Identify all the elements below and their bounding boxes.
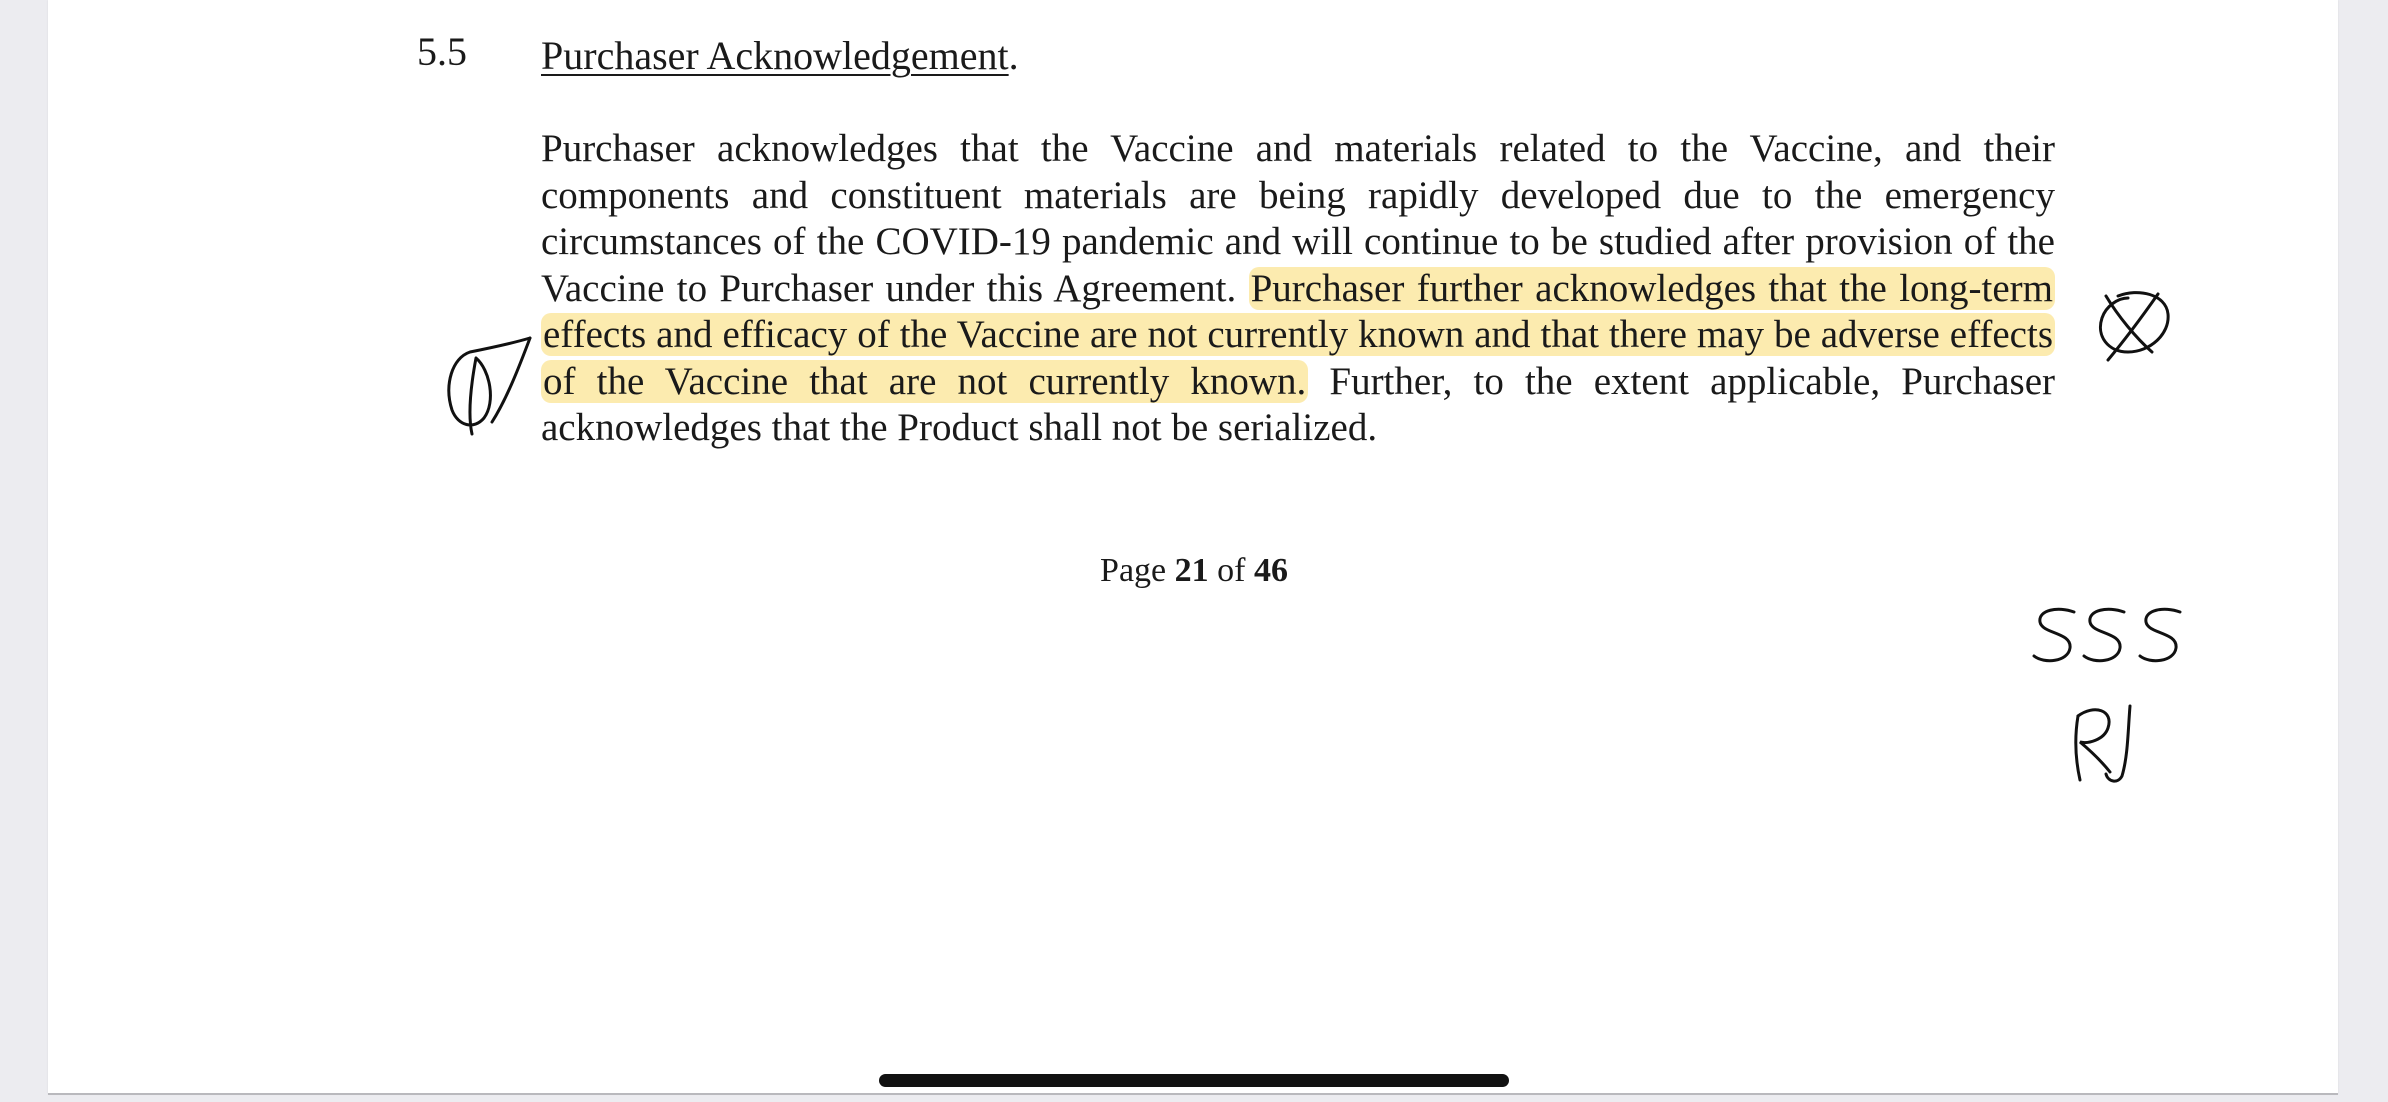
right-handwritten-initial bbox=[2088, 286, 2176, 366]
page-total: 46 bbox=[1253, 552, 1288, 589]
page-number-footer bbox=[0, 552, 2388, 590]
paragraph-text-part1: Purchaser acknowledges that the Vaccine and materials related to the Vaccine, and their components and constituent materials are being rapidly developed due to the emergency circumstances of the COVID-19 pandemic and will continue to be studied after provision of the Vaccine to Purchaser under this Agreement. bbox=[541, 127, 2055, 310]
section-heading-text: Purchaser Acknowledgement bbox=[541, 33, 1009, 78]
home-indicator-bar[interactable] bbox=[879, 1074, 1509, 1087]
page-current: 21 bbox=[1174, 552, 1209, 589]
section-heading bbox=[541, 32, 1019, 80]
page-of-word: of bbox=[1217, 552, 1246, 589]
handwritten-initials-rj bbox=[2068, 700, 2142, 784]
left-handwritten-initial bbox=[440, 330, 540, 440]
section-number: 5.5 bbox=[417, 29, 467, 74]
section-heading-period: . bbox=[1008, 33, 1019, 78]
acknowledgement-paragraph bbox=[541, 126, 2055, 452]
page-word: Page bbox=[1100, 552, 1167, 589]
page-edge bbox=[48, 1093, 2338, 1095]
highlighted-text: Purchaser further acknowledges that the long-term effects and efficacy of the Vaccine are not currently known and that there may be adverse effects of the Vaccine that are not currently known. bbox=[543, 266, 2053, 403]
paragraph-text-part2: Further, to the extent applicable, Purchaser acknowledges that the Product shall not be serialized. bbox=[541, 359, 2055, 449]
handwritten-initials-sss bbox=[2030, 604, 2190, 670]
